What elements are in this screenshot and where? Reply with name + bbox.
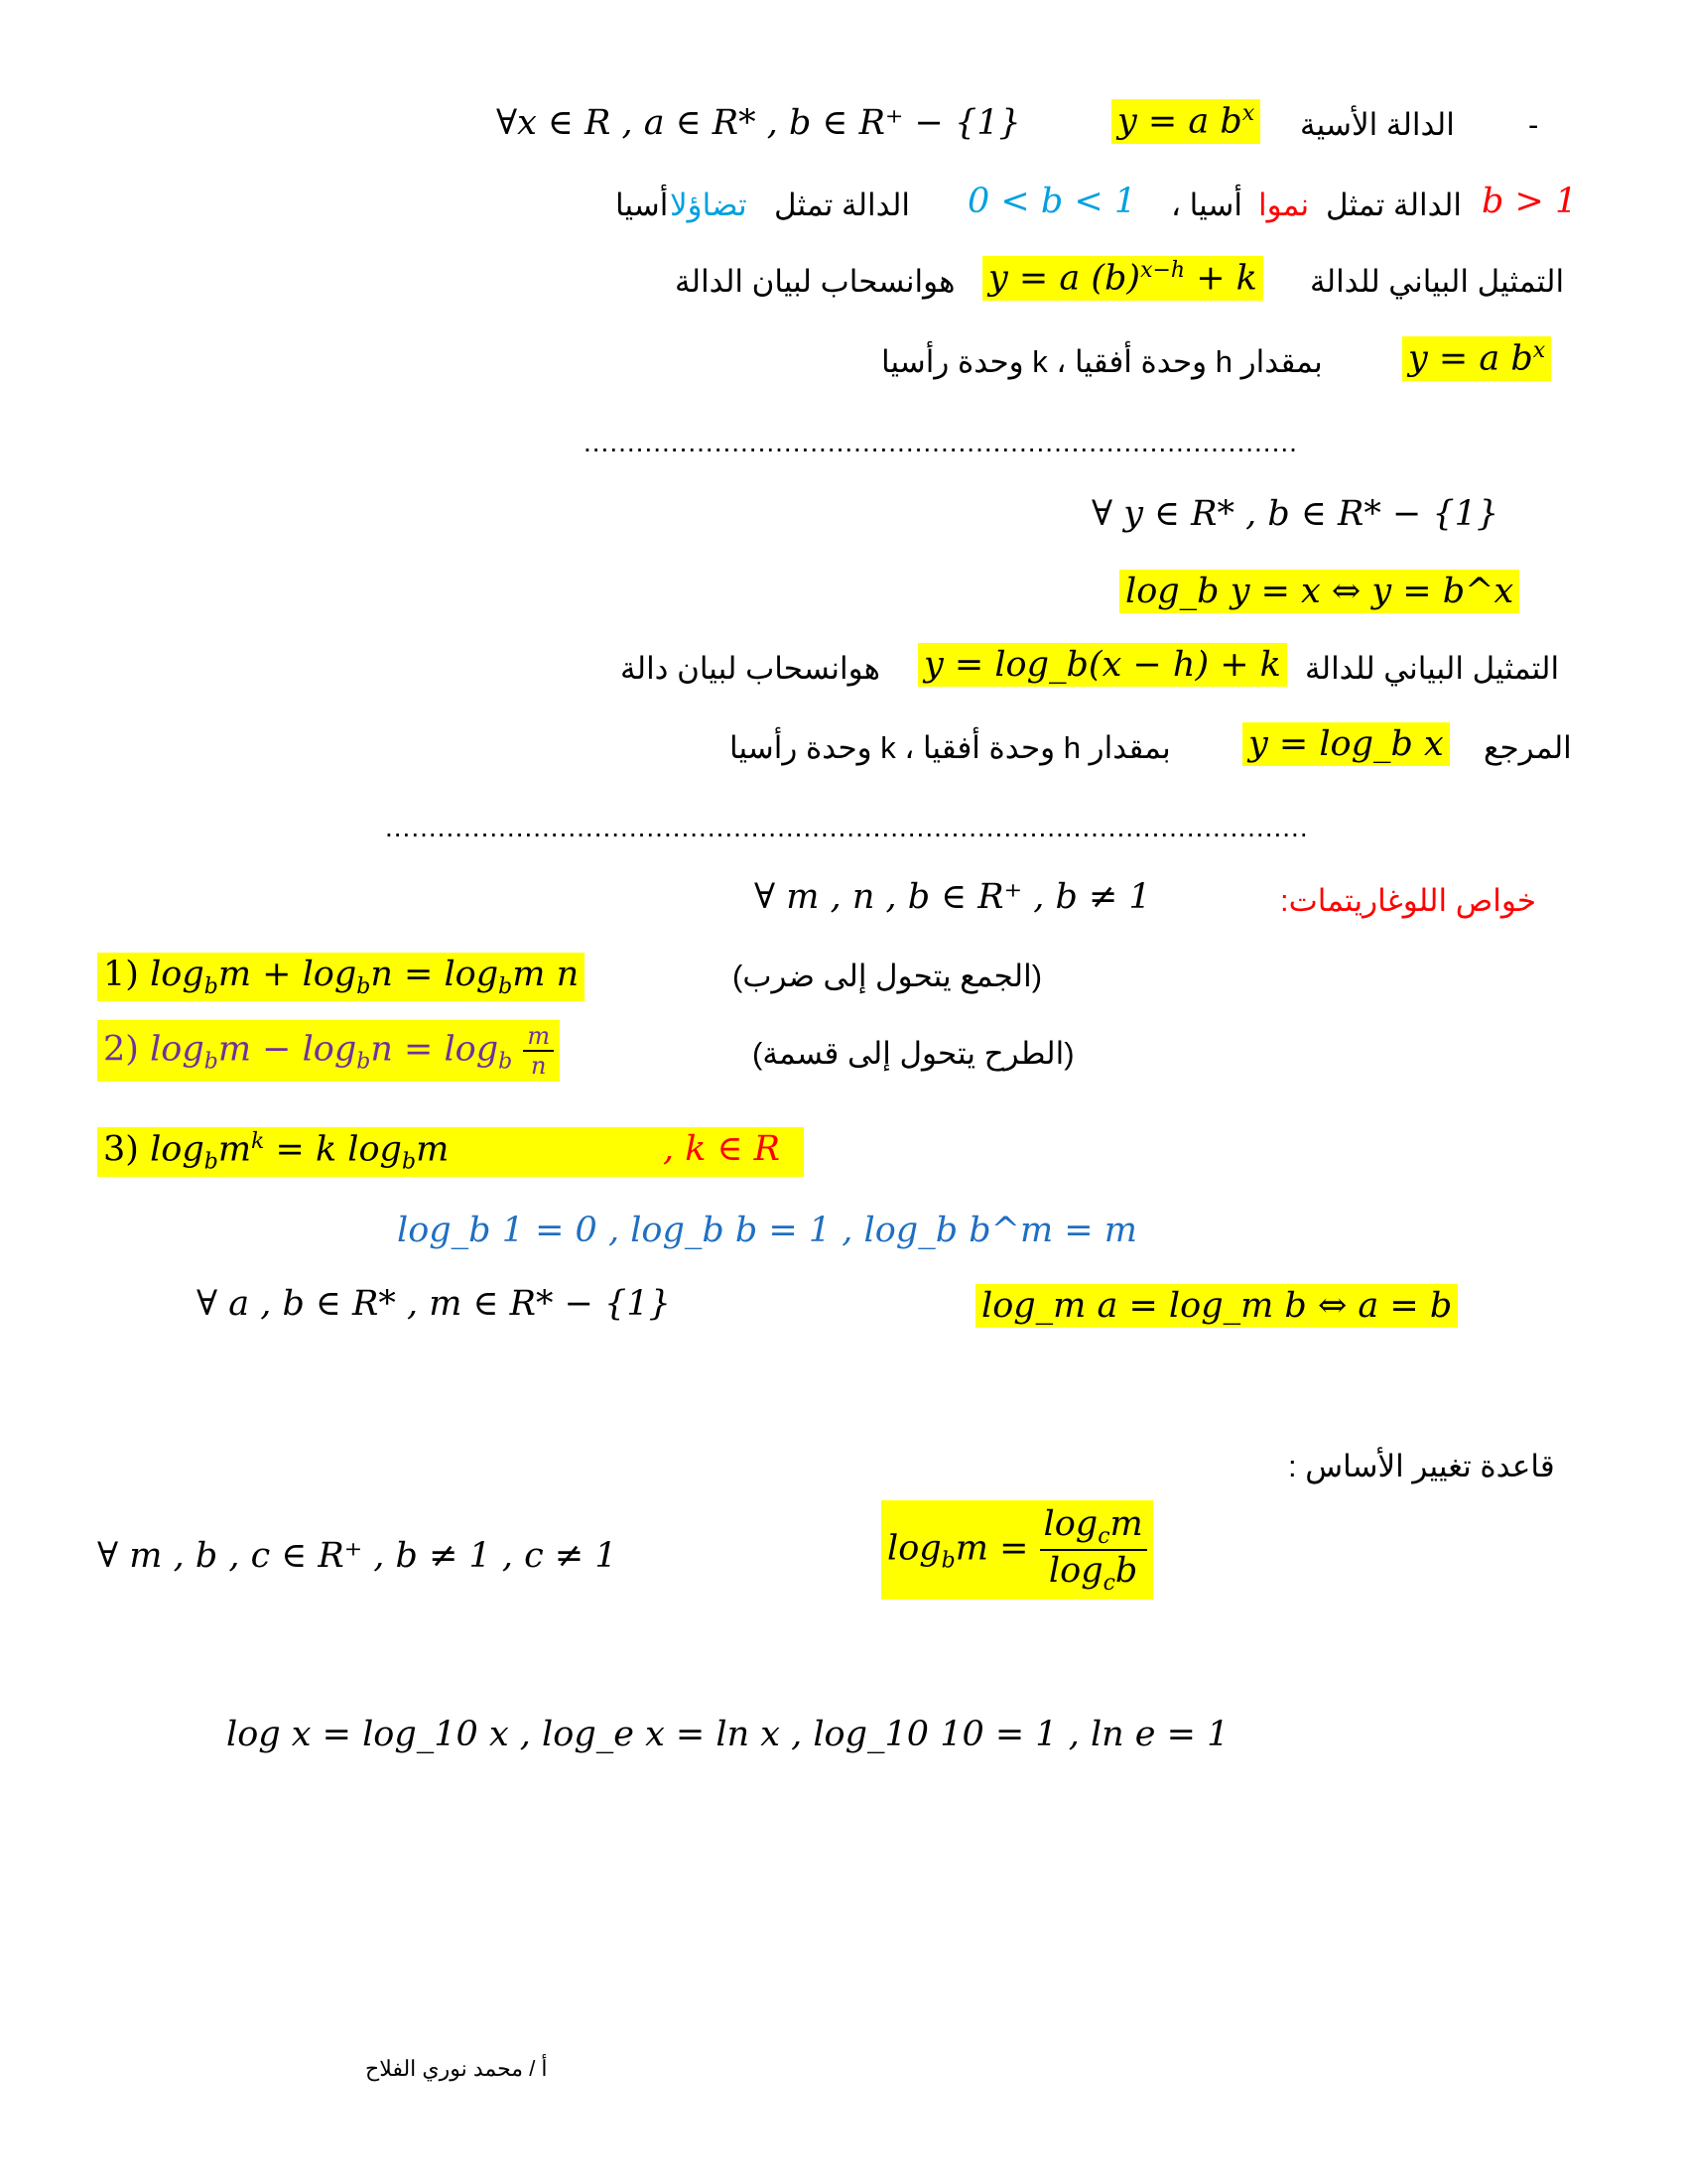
prop-1-number: 1) xyxy=(103,955,139,994)
prop-2-number: 2) xyxy=(103,1029,139,1070)
log-shift-text: بمقدار h وحدة أفقيا ، k وحدة رأسيا xyxy=(729,730,1171,765)
exp-ref-sup: x xyxy=(1532,338,1546,363)
decay-word: تضاؤلا xyxy=(670,188,747,222)
exp-graph-formula: y = a (b) xyxy=(988,258,1141,299)
exp-formula-highlight xyxy=(1111,99,1260,144)
growth-text-a: الدالة تمثل xyxy=(1326,188,1463,222)
prop-3-number: 3) xyxy=(103,1129,139,1170)
exp-formula-sup: x xyxy=(1241,101,1255,126)
log-domain: ∀ y ∈ R* , b ∈ R* − {1} xyxy=(1092,494,1499,534)
exp-dash: - xyxy=(1528,107,1539,142)
prop-2-fraction: $\frac{m}{n}$ xyxy=(523,1022,554,1080)
exp-graph-sup: x−h xyxy=(1140,258,1186,283)
exp-graph-formula-end: + k xyxy=(1196,258,1257,299)
growth-text-b: أسيا ، xyxy=(1171,188,1243,222)
props-title: خواص اللوغاريتمات: xyxy=(1280,883,1536,918)
log-graph-formula: y = log_b(x − h) + k xyxy=(918,643,1287,687)
exp-domain: ∀x ∈ R , a ∈ R* , b ∈ R⁺ − {1} xyxy=(496,103,1021,143)
exp-graph-formula-highlight xyxy=(982,256,1263,301)
case-b-lt1: 0 < b < 1 xyxy=(968,182,1137,221)
base-change-fraction: $\frac{\log_cm}{\log_cb}$ xyxy=(1040,1504,1147,1596)
case-b-gt1: b > 1 xyxy=(1482,182,1578,221)
author-signature: أ / محمد نوري الفلاح xyxy=(365,2056,548,2081)
special-values: log_b 1 = 0 , log_b b = 1 , log_b b^m = m xyxy=(397,1211,1137,1250)
common-logs: log x = log_10 x , log_e x = ln x , log_10 10 = 1 , ln e = 1 xyxy=(226,1715,1230,1754)
separator-dots-2: .......................................................................................................... xyxy=(385,812,1309,842)
prop-2-formula: 2) $\log_bm - \log_bn = \log_b$ $\frac{m}{n}$ xyxy=(97,1020,560,1082)
separator-dots-1: .................................................................................. xyxy=(584,427,1298,457)
base-change-formula: $\log_bm$ = $\frac{\log_cm}{\log_cb}$ xyxy=(881,1500,1153,1600)
log-graph-text-a: التمثيل البياني للدالة xyxy=(1305,651,1560,686)
base-change-condition: ∀ m , b , c ∈ R⁺ , b ≠ 1 , c ≠ 1 xyxy=(97,1536,617,1576)
prop-1-note: (الجمع يتحول إلى ضرب) xyxy=(732,959,1043,993)
prop-3-formula: 3) $\log_bm^k = k$ $\log_bm$ , k ∈ R xyxy=(97,1127,804,1177)
log-equality-condition: ∀ a , b ∈ R* , m ∈ R* − {1} xyxy=(196,1284,671,1324)
prop-3-condition: , k ∈ R xyxy=(663,1129,780,1169)
prop-2-note: (الطرح يتحول إلى قسمة) xyxy=(752,1036,1075,1071)
growth-word: نموا xyxy=(1258,188,1310,222)
decay-text-a: الدالة تمثل xyxy=(774,188,911,222)
exp-ref-formula: y = a b xyxy=(1408,338,1533,379)
log-ref-label: المرجع xyxy=(1484,730,1572,765)
log-graph-text-b: هوانسحاب لبيان دالة xyxy=(620,651,880,686)
exp-formula: y = a b xyxy=(1117,101,1242,142)
exp-graph-text-a: التمثيل البياني للدالة xyxy=(1310,264,1565,299)
base-change-title: قاعدة تغيير الأساس : xyxy=(1288,1449,1555,1483)
decay-text-b: أسيا xyxy=(615,188,669,222)
props-condition: ∀ m , n , b ∈ R⁺ , b ≠ 1 xyxy=(754,877,1151,917)
exp-title: الدالة الأسية xyxy=(1300,107,1455,142)
prop-1-formula: 1) $\log_bm + \log_bn = \log_bm$ n xyxy=(97,953,584,1001)
log-definition: log_b y = x ⇔ y = b^x xyxy=(1119,570,1519,613)
exp-ref-formula-highlight xyxy=(1402,336,1551,381)
log-ref-formula: y = log_b x xyxy=(1242,722,1450,766)
log-equality-formula: log_m a = log_m b ⇔ a = b xyxy=(975,1284,1458,1328)
exp-graph-text-b: هوانسحاب لبيان الدالة xyxy=(675,264,956,299)
exp-shift-text: بمقدار h وحدة أفقيا ، k وحدة رأسيا xyxy=(881,344,1323,379)
